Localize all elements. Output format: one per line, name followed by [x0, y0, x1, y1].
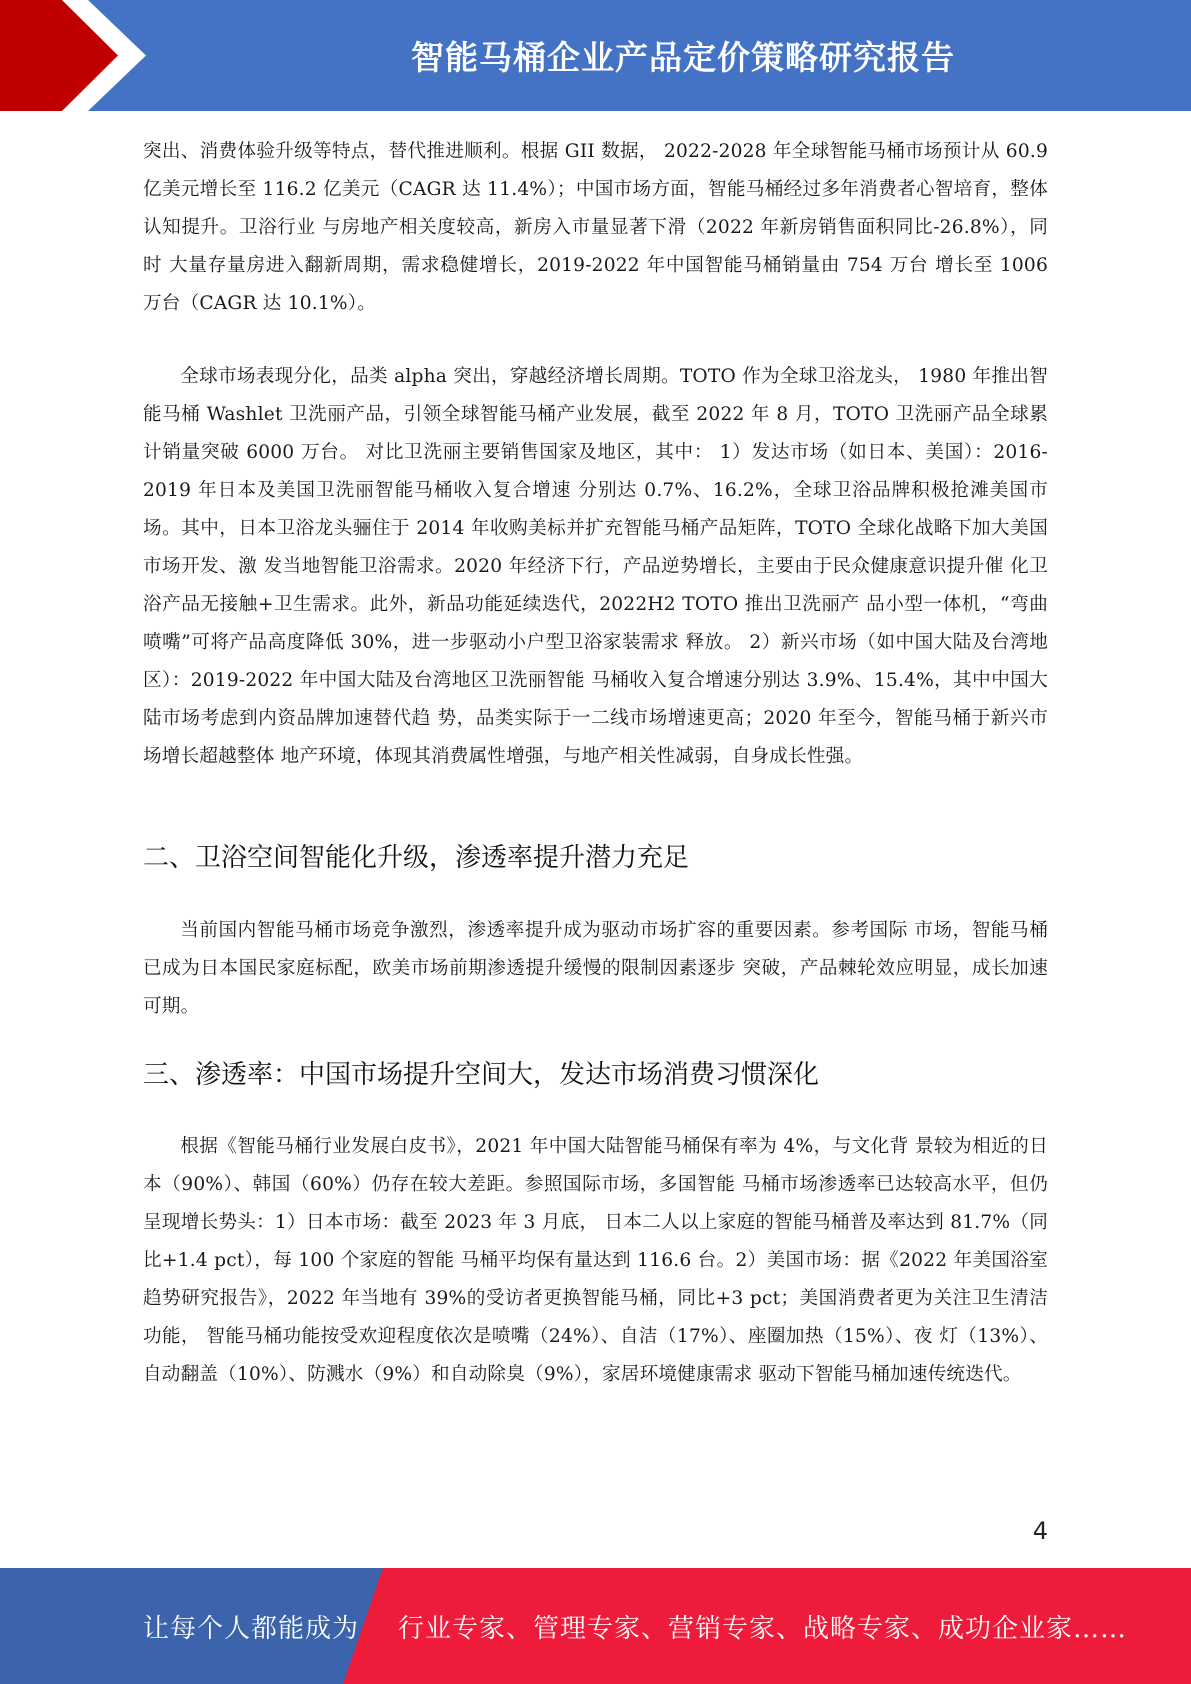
header-red-chevron — [0, 0, 200, 111]
footer-slogan: 让每个人都能成为 — [143, 1613, 360, 1644]
section-heading-2: 二、卫浴空间智能化升级，渗透率提升潜力充足 — [143, 843, 690, 873]
page-number: 4 — [1032, 1517, 1048, 1545]
section-heading-3: 三、渗透率：中国市场提升空间大，发达市场消费习惯深化 — [143, 1060, 820, 1090]
paragraph-market-growth: 突出、消费体验升级等特点，替代推进顺利。根据 GII 数据， 2022-2028 年全球智能马桶市场预计从 60.9 亿美元增长至 116.2 亿美元（CAGR 达 11.4%）；中国市场方面，智能马桶经过多年消费者心智培育，整体认知提升。卫浴行业 与房地产相关度较高，新房入市量显著下滑（2022 年新房销售面积同比-26.8%），同时 大量存量房进入翻新周期，需求稳健增长，2019-2022 年中国智能马桶销量由 754 万台 增长至 1006 万台（CAGR 达 10.1%）。 — [143, 141, 1048, 314]
paragraph-global-market: 全球市场表现分化，品类 alpha 突出，穿越经济增长周期。TOTO 作为全球卫浴龙头， 1980 年推出智能马桶 Washlet 卫洗丽产品，引领全球智能马桶产业发展，截至 2022 年 8 月，TOTO 卫洗丽产品全球累计销量突破 6000 万台。 对比卫洗丽主要销售国家及地区，其中： 1）发达市场（如日本、美国）：2016-2019 年日本及美国卫洗丽智能马桶收入复合增速 分别达 0.7%、16.2%，全球卫浴品牌积极抢滩美国市场。其中，日本卫浴龙头骊住于 2014 年收购美标并扩充智能马桶产品矩阵，TOTO 全球化战略下加大美国市场开发、激 发当地智能卫浴需求。2020 年经济下行，产品逆势增长，主要由于民众健康意识提升催 化卫浴产品无接触+卫生需求。此外，新品功能延续迭代，2022H2 TOTO 推出卫洗丽产 品小型一体机，“弯曲喷嘴”可将产品高度降低 30%，进一步驱动小户型卫浴家装需求 释放。 2）新兴市场（如中国大陆及台湾地区）：2019-2022 年中国大陆及台湾地区卫洗丽智能 马桶收入复合增速分别达 3.9%、15.4%，其中中国大陆市场考虑到内资品牌加速替代趋 势，品类实际于一二线市场增速更高；2020 年至今，智能马桶于新兴市场增长超越整体 地产环境，体现其消费属性增强，与地产相关性减弱，自身成长性强。 — [143, 366, 1048, 767]
footer-roles: 行业专家、管理专家、营销专家、战略专家、成功企业家…… — [398, 1613, 1128, 1644]
paragraph-penetration: 根据《智能马桶行业发展白皮书》，2021 年中国大陆智能马桶保有率为 4%，与文化背 景较为相近的日本（90%）、韩国（60%）仍存在较大差距。参照国际市场，多国智能 马桶市场渗透率已达较高水平，但仍呈现增长势头：1）日本市场：截至 2023 年 3 月底， 日本二人以上家庭的智能马桶普及率达到 81.7%（同比+1.4 pct），每 100 个家庭的智能 马桶平均保有量达到 116.6 台。2）美国市场：据《2022 年美国浴室趋势研究报告》，2022 年当地有 39%的受访者更换智能马桶，同比+3 pct；美国消费者更为关注卫生清洁功能， 智能马桶功能按受欢迎程度依次是喷嘴（24%）、自洁（17%）、座圈加热（15%）、夜 灯（13%）、自动翻盖（10%）、防溅水（9%）和自动除臭（9%），家居环境健康需求 驱动下智能马桶加速传统迭代。 — [143, 1136, 1048, 1385]
report-title: 智能马桶企业产品定价策略研究报告 — [411, 38, 955, 77]
paragraph-competition: 当前国内智能马桶市场竞争激烈，渗透率提升成为驱动市场扩容的重要因素。参考国际 市场，智能马桶已成为日本国民家庭标配，欧美市场前期渗透提升缓慢的限制因素逐步 突破，产品棘轮效应明显，成长加速可期。 — [143, 920, 1048, 1017]
page-header — [0, 0, 1191, 111]
page-footer — [0, 1568, 1191, 1684]
